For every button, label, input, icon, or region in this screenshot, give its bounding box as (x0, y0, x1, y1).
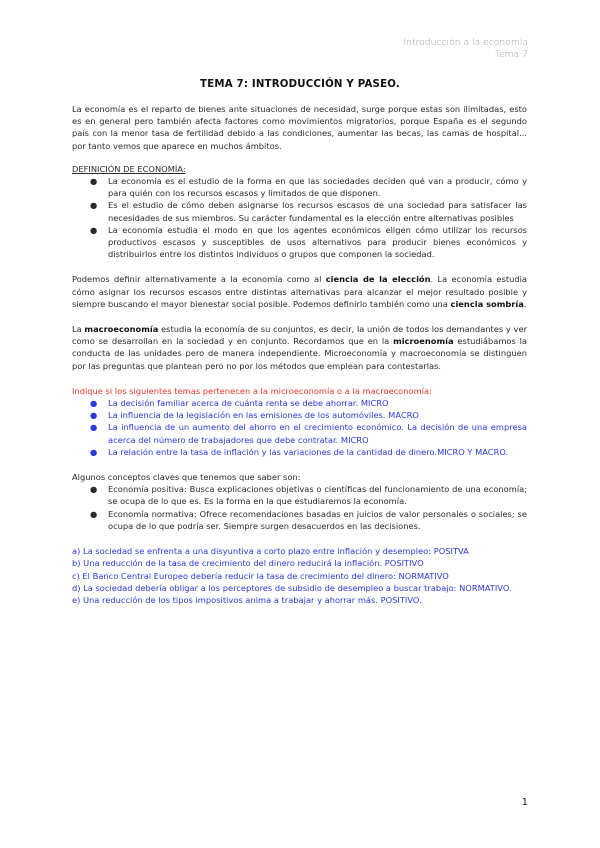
bullet-icon: ● (90, 200, 98, 211)
list-item: ● La economía es el estudio de la forma en que las sociedades deciden qué van a producir, cómo y para quién con los recursos escasos y limitados de que disponen. (90, 176, 527, 199)
macro-paragraph: La macroeconomía estudia la economía de su conjuntos, es decir, la unión de todos los demandantes y ver como se desarrollan en la sociedad y en conjunto. Recordamos que en la microenomía estudiábamos la conducta de las unidades pero de manera independiente. Microeconomía y macroeconomía se distinguen por las preguntas que plantean pero no por los métodos que emplean para contestarlas. (72, 324, 528, 371)
bullet-icon: ● (90, 398, 98, 409)
document-body (72, 103, 527, 606)
header-course: Introducción a la economía (403, 37, 528, 48)
answer-line: e) Una reducción de los tipos impositivos anima a trabajar y ahorrar más. POSITIVO. (72, 594, 422, 605)
term-ciencia-eleccion: ciencia de la elección (325, 274, 431, 285)
bullet-icon: ● (90, 508, 98, 519)
list-item: ● La influencia de un aumento del ahorro en el crecimiento económico. La decisión de una empresa acerca del número de trabajadores que debe contratar. MICRO (90, 422, 527, 445)
page-number: 1 (521, 797, 528, 808)
answers-block (72, 545, 527, 606)
answer-line: c) El Banco Central Europeo debería reducir la tasa de crecimiento del dinero: NORMATIVO (72, 570, 449, 581)
list-item: ● La decisión familiar acerca de cuánta renta se debe ahorrar. MICRO (90, 398, 389, 409)
running-header (403, 37, 528, 61)
answer-line: d) La sociedad debería obligar a los perceptores de subsidio de desempleo a buscar trabajo: NORMATIVO. (72, 582, 512, 593)
bullet-icon: ● (90, 422, 98, 433)
list-item: ● La economía estudia el modo en que los agentes económicos eligen cómo utilizar los recursos productivos escasos y susceptibles de usos alternativos para producir bienes económicos y distribuirlos entre los distintos individuos o grupos que componen la sociedad. (90, 224, 527, 260)
concepts-intro: Algunos conceptos claves que tenemos que saber son: (72, 472, 301, 483)
answer-line: b) Una reducción de la tasa de crecimiento del dinero reducirá la inflación. POSITIVO (72, 558, 424, 569)
exercise-prompt: Indique si los siguientes temas pertenecen a la microeconomía o a la macroeconomía: (72, 385, 432, 396)
term-microeconomia: microenomía (393, 336, 454, 347)
term-ciencia-sombria: ciencia sombría (450, 298, 524, 309)
list-item: ● La relación entre la tasa de inflación y las variaciones de la cantidad de dinero.MICRO Y MACRO. (90, 446, 509, 457)
list-item: ● Economía positiva: Busca explicaciones objetivas o científicas del funcionamiento de una economía; se ocupa de lo que es. Es la forma en la que estudiaremos la economía. (90, 484, 527, 507)
bullet-icon: ● (90, 484, 98, 495)
list-item: ● La influencia de la legislación en las emisiones de los automóviles. MACRO (90, 410, 419, 421)
definition-heading: DEFINICIÓN DE ECONOMÍA: (72, 163, 186, 174)
header-topic: Tema 7 (494, 49, 528, 60)
answer-line: a) La sociedad se enfrenta a una disyuntiva a corto plazo entre inflación y desempleo: POSITVA (72, 546, 469, 557)
bullet-icon: ● (90, 224, 98, 235)
bullet-icon: ● (90, 446, 98, 457)
choice-paragraph: Podemos definir alternativamente a la economía como al ciencia de la elección. La economía estudia cómo asignar los recursos escasos entre distintas alternativas para alcanzar el mejor resultado posible y siempre buscando el mayor bienestar social posible. Podemos definirlo también como una ciencia sombría. (72, 274, 527, 309)
page-title: TEMA 7: INTRODUCCIÓN Y PASEO. (200, 79, 400, 90)
intro-paragraph: La economía es el reparto de bienes ante situaciones de necesidad, surge porque estas son ilimitadas, esto es en general pero también afecta factores como movimientos migratorios, porque España es el segundo país con la menor tasa de fertilidad debido a las condiciones, aumentar las becas, las camas de hospital... por tanto vemos que aparece en muchos ámbitos. (72, 104, 527, 151)
term-macroeconomia: macroeconomía (84, 324, 159, 335)
definition-list (72, 175, 527, 260)
list-item: ● Economía normativa: Ofrece recomendaciones basadas en juicios de valor personales o sociales; se ocupa de lo que podría ser. Siempre surgen desacuerdos en las decisiones. (90, 508, 527, 531)
exercise-list (72, 397, 527, 458)
bullet-icon: ● (90, 410, 98, 421)
concepts-list (72, 483, 527, 532)
list-item: ● Es el estudio de cómo deben asignarse los recursos escasos de una sociedad para satisfacer las necesidades de sus miembros. Su carácter fundamental es la elección entre alternativas posibles (90, 200, 527, 223)
bullet-icon: ● (90, 176, 98, 187)
